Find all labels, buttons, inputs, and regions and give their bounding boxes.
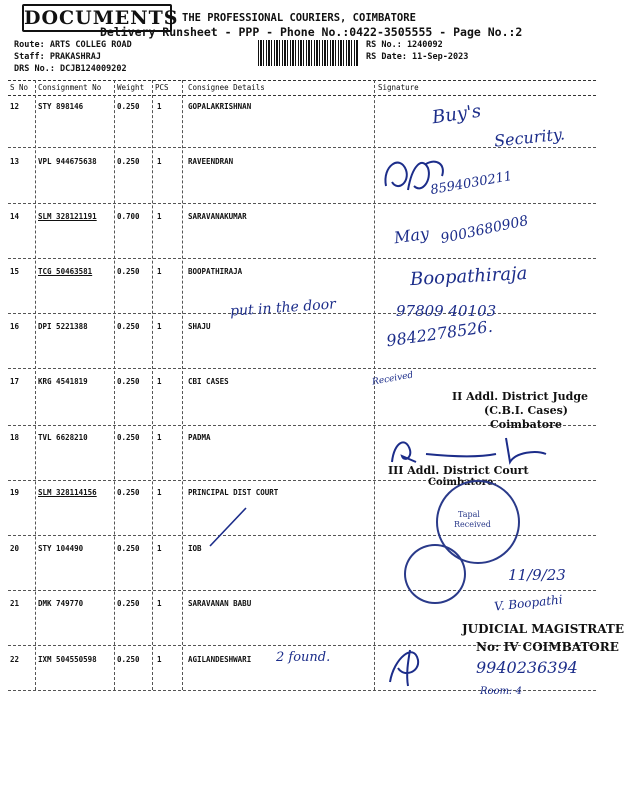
row-consignee: SHAJU [188, 322, 211, 331]
row-sno: 21 [10, 599, 20, 608]
row-pcs: 1 [157, 488, 162, 497]
row-pcs: 1 [157, 102, 162, 111]
row-pcs: 1 [157, 433, 162, 442]
handwritten-signature: Boopathiraja [409, 262, 528, 291]
col-header-signature: Signature [378, 83, 419, 92]
row-weight: 0.250 [117, 377, 140, 386]
court-stamp-line: Coimbatore [490, 418, 562, 431]
court-stamp-line: No: IV COIMBATORE [476, 640, 619, 654]
row-consignment: IXM 504550598 [38, 655, 97, 664]
row-consignee: SARAVANAKUMAR [188, 212, 247, 221]
handwritten-date: 11/9/23 [508, 566, 566, 584]
row-pcs: 1 [157, 212, 162, 221]
row-consignee: RAVEENDRAN [188, 157, 234, 166]
handwritten-note: put in the door [229, 296, 337, 320]
court-stamp-line: III Addl. District Court [388, 464, 529, 477]
row-weight: 0.250 [117, 544, 140, 553]
row-consignment: SLM 328121191 [38, 212, 97, 221]
handwritten-signature: May [392, 223, 431, 248]
row-pcs: 1 [157, 267, 162, 276]
dist-court-round-stamp [404, 544, 466, 604]
row-weight: 0.250 [117, 322, 140, 331]
handwritten-signature: Buy's [430, 100, 483, 129]
row-sno: 18 [10, 433, 20, 442]
route: Route: ARTS COLLEG ROAD [14, 40, 132, 50]
court-stamp-line: Coimbatore. [428, 477, 497, 488]
row-consignee: GOPALAKRISHNAN [188, 102, 252, 111]
row-sno: 19 [10, 488, 20, 497]
row-consignment: TCG 50463581 [38, 267, 93, 276]
table-row [0, 377, 600, 389]
row-weight: 0.250 [117, 599, 140, 608]
row-sno: 17 [10, 377, 20, 386]
court-stamp-line: II Addl. District Judge [452, 390, 589, 403]
documents-stamp: DOCUMENTS [22, 4, 172, 32]
row-sno: 12 [10, 102, 20, 111]
col-header-consignee: Consignee Details [188, 83, 265, 92]
row-sno: 20 [10, 544, 20, 553]
handwritten-phone: 97809 40103 [396, 302, 497, 320]
handwritten-phone: 9842278526. [385, 316, 494, 351]
row-consignment: DPI 5221388 [38, 322, 88, 331]
col-header-consignment: Consignment No [38, 83, 102, 92]
col-header-weight: Weight [117, 83, 145, 92]
row-sno: 13 [10, 157, 20, 166]
header-bottom-rule [8, 95, 596, 96]
row-weight: 0.250 [117, 267, 140, 276]
pen-stroke [206, 506, 250, 550]
row-weight: 0.700 [117, 212, 140, 221]
row-pcs: 1 [157, 544, 162, 553]
row-divider [8, 590, 596, 591]
handwritten-signature-scribble [386, 432, 556, 466]
row-consignee: PADMA [188, 433, 211, 442]
row-consignment: SLM 328114156 [38, 488, 97, 497]
row-divider [8, 368, 596, 369]
row-divider [8, 258, 596, 259]
row-sno: 14 [10, 212, 20, 221]
row-sno: 16 [10, 322, 20, 331]
table-row [0, 157, 600, 169]
row-pcs: 1 [157, 322, 162, 331]
staff: Staff: PRAKASHRAJ [14, 52, 101, 62]
row-consignee: BOOPATHIRAJA [188, 267, 243, 276]
handwritten-phone: 8594030211 [429, 168, 514, 199]
row-pcs: 1 [157, 599, 162, 608]
rs-number: RS No.: 1240092 [366, 40, 443, 50]
row-weight: 0.250 [117, 433, 140, 442]
stamp-text: Received [454, 520, 491, 529]
rs-date: RS Date: 11-Sep-2023 [366, 52, 469, 62]
row-divider [8, 480, 596, 481]
row-consignment: KRG 4541819 [38, 377, 88, 386]
row-consignment: STY 104490 [38, 544, 84, 553]
row-consignee: SARAVANAN BABU [188, 599, 252, 608]
col-header-sno: S No [10, 83, 29, 92]
row-weight: 0.250 [117, 157, 140, 166]
stamp-text: Tapal [458, 510, 480, 519]
row-consignment: VPL 944675638 [38, 157, 97, 166]
row-consignee: IOB [188, 544, 202, 553]
table-top-rule [8, 80, 596, 81]
handwritten-note: Room: 4 [480, 686, 522, 697]
company-name: THE PROFESSIONAL COURIERS, COIMBATORE [182, 12, 416, 24]
row-sno: 15 [10, 267, 20, 276]
handwritten-signature: V. Boopathi [493, 592, 564, 614]
row-pcs: 1 [157, 655, 162, 664]
row-weight: 0.250 [117, 488, 140, 497]
handwritten-signature: Security. [493, 124, 566, 151]
runsheet-title: Delivery Runsheet - PPP - Phone No.:0422-3505555 - Page No.:2 [100, 25, 523, 39]
row-pcs: 1 [157, 157, 162, 166]
col-header-pcs: PCS [155, 83, 169, 92]
handwritten-note: Received [371, 370, 415, 388]
row-weight: 0.250 [117, 102, 140, 111]
row-weight: 0.250 [117, 655, 140, 664]
row-consignee: AGILANDESHWARI [188, 655, 252, 664]
row-consignment: TVL 6628210 [38, 433, 88, 442]
court-stamp-line: (C.B.I. Cases) [484, 404, 568, 417]
table-row [0, 322, 600, 334]
drs-number: DRS No.: DCJB124009202 [14, 64, 127, 74]
handwritten-signature-scribble [384, 638, 428, 690]
row-divider [8, 203, 596, 204]
row-consignment: DMK 749770 [38, 599, 84, 608]
row-consignee: PRINCIPAL DIST COURT [188, 488, 279, 497]
handwritten-phone: 9003680908 [439, 212, 530, 248]
barcode [258, 40, 358, 66]
row-consignee: CBI CASES [188, 377, 229, 386]
table-row [0, 102, 600, 114]
row-consignment: STY 898146 [38, 102, 84, 111]
row-pcs: 1 [157, 377, 162, 386]
handwritten-phone: 9940236394 [476, 658, 578, 677]
court-stamp-line: JUDICIAL MAGISTRATE [462, 622, 624, 636]
row-sno: 22 [10, 655, 20, 664]
handwritten-note: 2 found. [276, 650, 331, 665]
